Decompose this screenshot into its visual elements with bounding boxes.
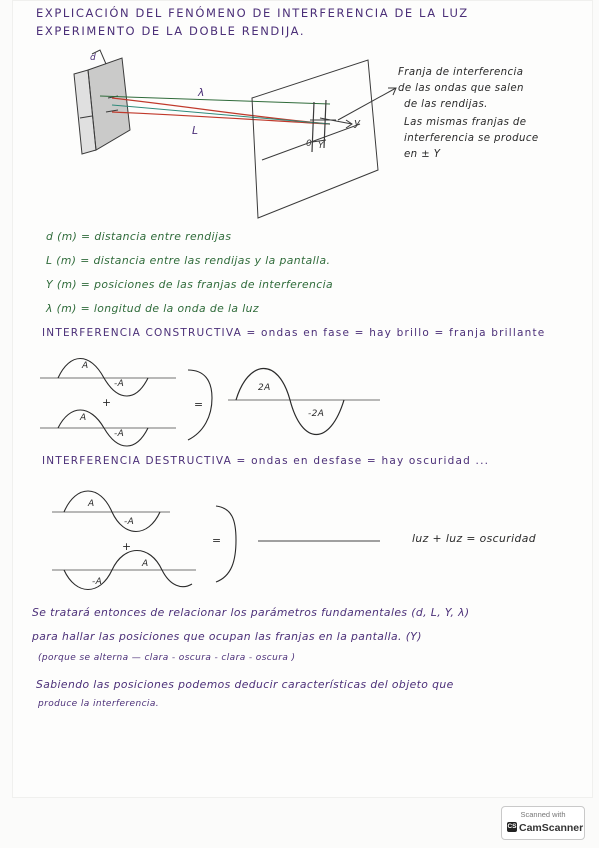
destructive-heading: INTERFERENCIA DESTRUCTIVA = ondas en desfase = hay oscuridad ... <box>42 455 490 467</box>
constructive-equals: = <box>194 398 204 411</box>
label-y-axis: y <box>354 116 361 129</box>
label-Y: Y <box>318 141 324 151</box>
annotation-line: interferencia se produce <box>404 133 539 144</box>
definition-lambda: λ (m) = longitud de la onda de la luz <box>46 302 259 315</box>
constructive-wave1-trough: -A <box>114 379 125 389</box>
badge-brand: CamScanner <box>519 822 584 834</box>
conclusion-line-1: Se tratará entonces de relacionar los parámetros fundamentales (d, L, Y, λ) <box>32 606 470 619</box>
constructive-result-peak: 2A <box>258 383 271 393</box>
destructive-wave1-peak: A <box>88 499 95 509</box>
conclusion-line-3: (porque se alterna — clara - oscura - clara - oscura ) <box>38 653 296 663</box>
constructive-wave2-peak: A <box>80 413 87 423</box>
camscanner-logo-icon: CS <box>507 823 517 830</box>
constructive-heading: INTERFERENCIA CONSTRUCTIVA = ondas en fase = hay brillo = franja brillante <box>42 327 546 339</box>
label-L: L <box>192 124 199 137</box>
conclusion-line-4: Sabiendo las posiciones podemos deducir características del objeto que <box>36 678 454 691</box>
camscanner-badge <box>501 806 585 840</box>
destructive-wave2-peak: A <box>142 559 149 569</box>
constructive-result-trough: -2A <box>308 409 325 419</box>
conclusion-line-2: para hallar las posiciones que ocupan las franjas en la pantalla. (Y) <box>32 630 422 643</box>
label-origin: 0 <box>306 139 313 149</box>
conclusion-line-5: produce la interferencia. <box>38 699 160 709</box>
definition-d: d (m) = distancia entre rendijas <box>46 230 232 243</box>
label-d: d <box>90 53 97 63</box>
destructive-wave2-trough: -A <box>92 577 103 587</box>
annotation-line: en ± Y <box>404 149 441 160</box>
destructive-plus: + <box>122 540 132 553</box>
constructive-wave2-trough: -A <box>114 429 125 439</box>
annotation-line: de las ondas que salen <box>398 83 524 94</box>
badge-caption: Scanned with <box>520 810 566 819</box>
title-line-2: EXPERIMENTO DE LA DOBLE RENDIJA. <box>36 24 306 38</box>
constructive-wave1-peak: A <box>82 361 89 371</box>
title-line-1: EXPLICACIÓN DEL FENÓMENO DE INTERFERENCIA DE LA LUZ <box>36 6 469 20</box>
destructive-wave-1 <box>64 491 160 532</box>
destructive-wave1-trough: -A <box>124 517 135 527</box>
constructive-plus: + <box>102 396 112 409</box>
annotation-line: Franja de interferencia <box>398 67 524 78</box>
destructive-equals: = <box>212 534 222 547</box>
annotation-line: de las rendijas. <box>404 99 488 110</box>
annotation-line: Las mismas franjas de <box>404 117 527 128</box>
definition-Y: Y (m) = posiciones de las franjas de interferencia <box>46 278 334 291</box>
definition-L: L (m) = distancia entre las rendijas y la pantalla. <box>46 254 331 267</box>
label-lambda: λ <box>198 86 205 99</box>
destructive-result-text: luz + luz = oscuridad <box>412 532 537 545</box>
